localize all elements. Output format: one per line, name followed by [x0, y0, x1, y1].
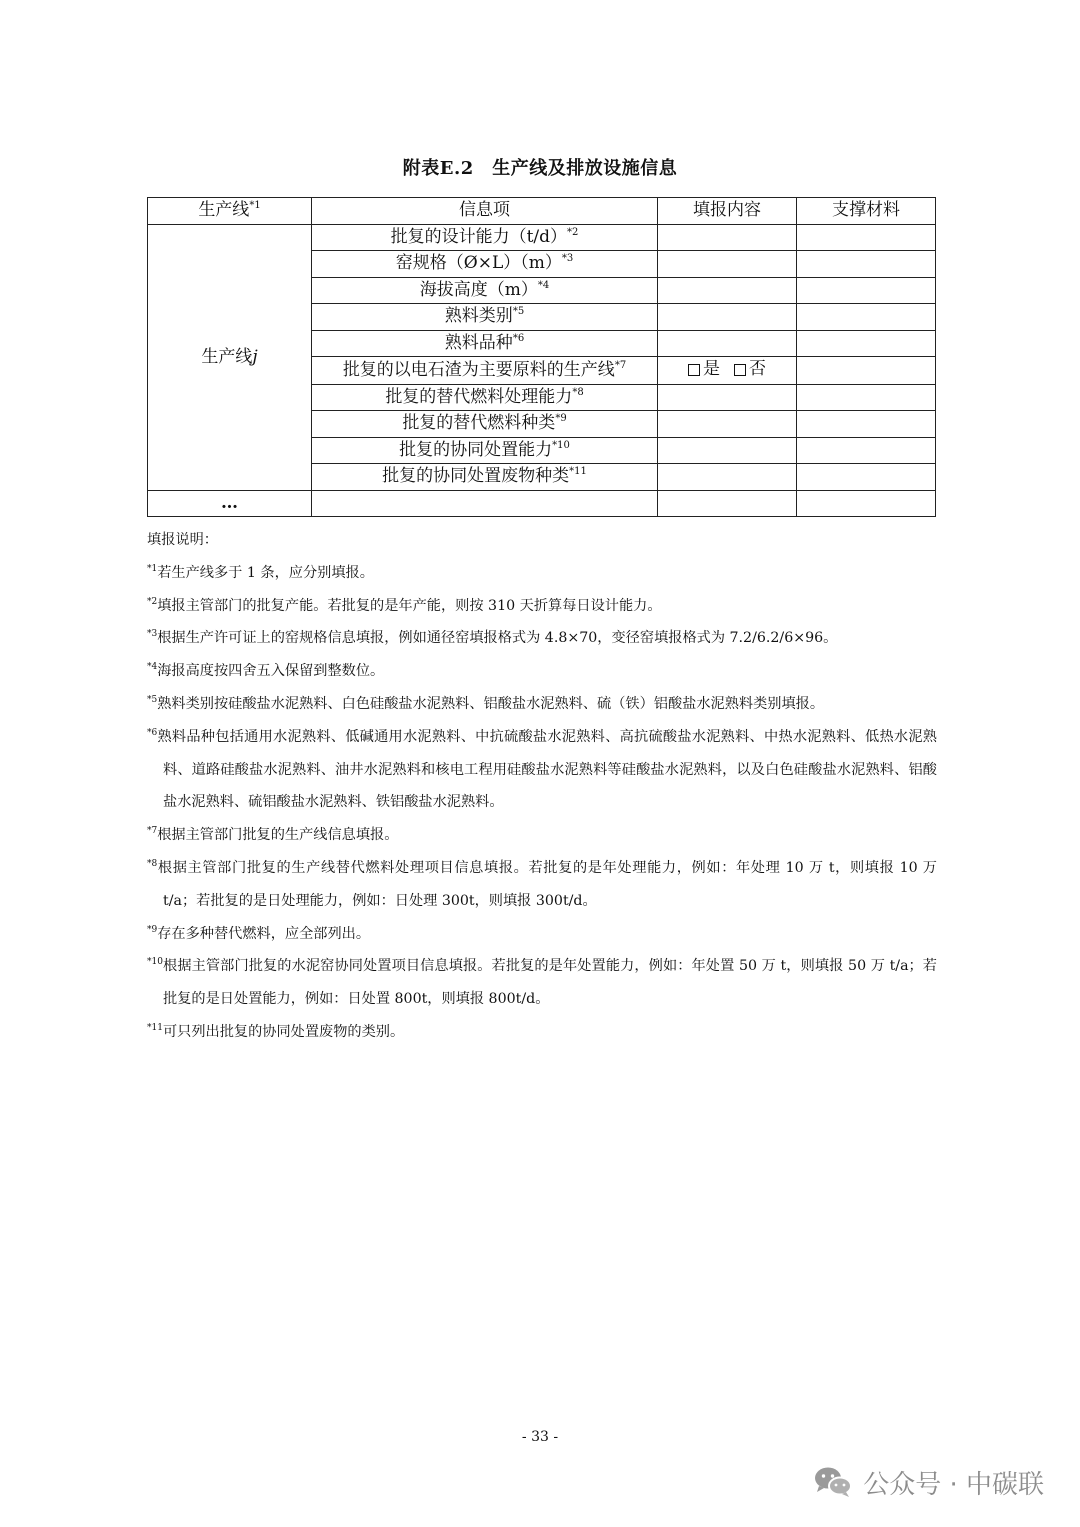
checkbox-yes-label: 是: [703, 359, 720, 379]
info-item-cell: [312, 357, 658, 385]
supporting-material-cell[interactable]: [797, 490, 936, 517]
note-text: 根据主管部门批复的水泥窑协同处置项目信息填报。若批复的是年处置能力，例如：年处置 50 万 t，则填报 50 万 t/a；若批复的是日处置能力，例如：日处置 800t，则填报 800t/d。: [162, 958, 937, 1008]
fill-content-cell[interactable]: [658, 437, 797, 464]
fill-content-cell[interactable]: [658, 384, 797, 411]
note-text: 根据主管部门批复的生产线信息填报。: [157, 827, 399, 844]
document-title: 附表E.2 生产线及排放设施信息: [402, 158, 678, 179]
header-fill-content: 填报内容: [658, 198, 797, 225]
note-item: [147, 950, 937, 1016]
info-item-label: 批复的以电石渣为主要原料的生产线: [342, 359, 615, 380]
note-text: 根据主管部门批复的生产线替代燃料处理项目信息填报。若批复的是年处理能力，例如：年处理 10 万 t，则填报 10 万 t/a；若批复的是日处理能力，例如：日处理 300t，则填报 300t/d。: [157, 859, 937, 909]
fill-content-cell[interactable]: [658, 464, 797, 491]
note-marker: *1: [147, 563, 158, 574]
info-item-label: 批复的替代燃料种类: [402, 413, 556, 434]
footnote-ref: *9: [555, 413, 567, 425]
line-label-text: 生产线: [201, 346, 253, 367]
table-header-row: [148, 198, 936, 225]
info-item-label: 批复的设计能力（t/d）: [390, 226, 568, 247]
note-marker: *5: [147, 694, 158, 705]
note-marker: *4: [147, 662, 158, 673]
fill-content-cell[interactable]: [658, 304, 797, 331]
header-info-item: 信息项: [312, 198, 658, 225]
note-item: [147, 622, 937, 655]
note-marker: *11: [147, 1022, 163, 1033]
note-item: [147, 688, 937, 721]
note-item: [147, 557, 937, 590]
fill-content-cell[interactable]: [658, 357, 797, 385]
info-item-cell: [312, 411, 658, 438]
note-item: [147, 655, 937, 688]
note-text: 存在多种替代燃料，应全部列出。: [157, 925, 371, 942]
fill-content-cell[interactable]: [658, 251, 797, 278]
supporting-material-cell[interactable]: [797, 304, 936, 331]
info-item-cell: [312, 251, 658, 278]
table-row: [148, 224, 936, 251]
note-marker: *8: [147, 858, 158, 869]
supporting-material-cell[interactable]: [797, 330, 936, 357]
checkbox-no-label: 否: [749, 359, 766, 379]
note-item: [147, 852, 937, 918]
note-marker: *2: [147, 596, 158, 607]
note-marker: *6: [147, 727, 158, 738]
note-marker: *9: [147, 924, 158, 935]
note-text: 熟料类别按硅酸盐水泥熟料、白色硅酸盐水泥熟料、铝酸盐水泥熟料、硫（铁）铝酸盐水泥熟料类别填报。: [157, 695, 825, 712]
note-item: [147, 819, 937, 852]
fill-content-cell[interactable]: [658, 490, 797, 517]
note-text: 若生产线多于 1 条，应分别填报。: [157, 564, 374, 581]
production-line-label: [148, 224, 312, 490]
footnote-ref: *10: [552, 439, 570, 451]
footnote-ref: *2: [567, 226, 579, 238]
info-item-cell: [312, 224, 658, 251]
note-text: 根据生产许可证上的窑规格信息填报，例如通径窑填报格式为 4.8×70，变径窑填报格式为 7.2/6.2/6×96。: [157, 630, 838, 647]
footnote-ref: *11: [569, 466, 587, 478]
checkbox-icon: [734, 364, 746, 376]
line-label-var: j: [252, 346, 258, 367]
notes-heading: 填报说明：: [147, 532, 218, 548]
checkbox-yes[interactable]: [688, 357, 720, 382]
footnote-ref: *5: [512, 306, 525, 318]
note-text: 熟料品种包括通用水泥熟料、低碱通用水泥熟料、中抗硫酸盐水泥熟料、高抗硫酸盐水泥熟料、中热水泥熟料、低热水泥熟料、道路硅酸盐水泥熟料、油井水泥熟料和核电工程用硅酸盐水泥熟料等硅酸盐水泥熟料，以及白色硅酸盐水泥熟料、铝酸盐水泥熟料、硫铝酸盐水泥熟料、铁铝酸盐水泥熟料。: [157, 728, 937, 811]
note-item: [147, 918, 937, 951]
info-item-cell: [312, 304, 658, 331]
note-item: [147, 721, 937, 819]
info-item-cell: [312, 330, 658, 357]
info-item-label: 熟料品种: [444, 332, 513, 353]
info-item-cell: [312, 464, 658, 491]
note-text: 填报主管部门的批复产能。若批复的是年产能，则按 310 天折算每日设计能力。: [157, 597, 662, 614]
supporting-material-cell[interactable]: [797, 277, 936, 304]
note-marker: *10: [147, 957, 163, 968]
info-item-cell: [312, 437, 658, 464]
header-supporting-material: 支撑材料: [797, 198, 936, 225]
footnote-ref: *7: [614, 359, 627, 371]
supporting-material-cell[interactable]: [797, 464, 936, 491]
info-item-label: 批复的协同处置能力: [399, 439, 553, 460]
note-marker: *7: [147, 826, 158, 837]
info-item-label: 海拔高度（m）: [419, 279, 538, 300]
info-item-label: 熟料类别: [444, 306, 513, 327]
supporting-material-cell[interactable]: [797, 224, 936, 251]
info-item-cell: [312, 277, 658, 304]
info-item-cell: [312, 384, 658, 411]
supporting-material-cell[interactable]: [797, 357, 936, 385]
fill-content-cell[interactable]: [658, 411, 797, 438]
supporting-material-cell[interactable]: [797, 384, 936, 411]
wechat-icon: [813, 1465, 853, 1499]
footnote-ref: *4: [537, 279, 550, 291]
footnote-ref: *8: [572, 386, 584, 398]
checkbox-icon: [688, 364, 700, 376]
supporting-material-cell[interactable]: [797, 411, 936, 438]
note-item: [147, 1016, 937, 1049]
info-item-label: 窑规格（Ø×L）（m）: [395, 253, 562, 274]
table-row-ellipsis: [148, 490, 936, 517]
note-item: [147, 590, 937, 623]
note-text: 可只列出批复的协同处置废物的类别。: [162, 1023, 405, 1040]
watermark: [813, 1462, 1044, 1502]
ellipsis-cell: …: [148, 490, 312, 517]
supporting-material-cell[interactable]: [797, 251, 936, 278]
footnote-ref: *3: [561, 253, 574, 265]
info-item-cell: [312, 490, 658, 517]
page-number: - 33 -: [521, 1429, 559, 1445]
filling-instructions: [147, 524, 937, 1049]
fill-content-cell[interactable]: [658, 330, 797, 357]
supporting-material-cell[interactable]: [797, 437, 936, 464]
info-item-label: 批复的协同处置废物种类: [382, 466, 570, 487]
footnote-ref: *6: [512, 332, 525, 344]
checkbox-no[interactable]: [734, 357, 766, 382]
watermark-text: 公众号 · 中碳联: [863, 1469, 1044, 1500]
info-item-label: 批复的替代燃料处理能力: [385, 386, 573, 407]
fill-content-cell[interactable]: [658, 277, 797, 304]
fill-content-cell[interactable]: [658, 224, 797, 251]
note-list: [147, 557, 937, 1049]
note-marker: *3: [147, 629, 158, 640]
note-text: 海报高度按四舍五入保留到整数位。: [157, 663, 385, 680]
production-line-info-table: [147, 197, 936, 517]
header-production-line: 生产线$^{*1}$: [148, 198, 312, 225]
